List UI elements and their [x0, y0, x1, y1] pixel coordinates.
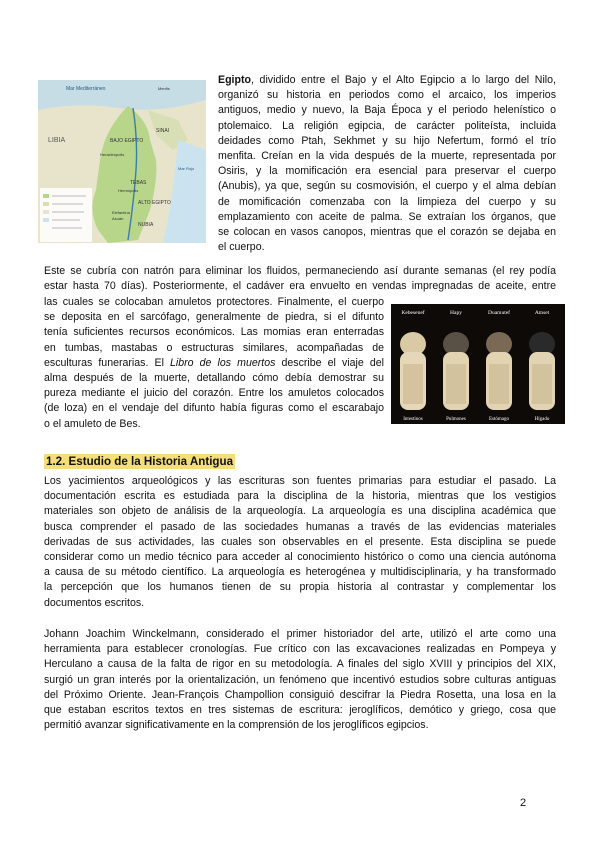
p3-line: alma después de la muerte, detallando cómo debía demostrar su — [44, 372, 384, 385]
p5-line: surgió un gran interés por la orientalización, un fenómeno que incentivó estudios sobre culturas antiguas — [44, 673, 556, 686]
p5-line: permitió avanzar significativamente en la comprensión de los jeroglíficos egipcios. — [44, 719, 429, 732]
jar-organ-estomago: Estómago — [489, 417, 509, 422]
p4-line: documentación escrita es estudiada para la disciplina de la historia, mientras que los vestigios — [44, 490, 556, 503]
p1-line: de momificación comenzaba con la limpieza del cuerpo y su — [218, 195, 556, 208]
jar-organ-higado: Hígado — [534, 417, 550, 422]
page-number: 2 — [520, 797, 527, 809]
map-label-hermopolis: Hermópolis — [118, 188, 139, 193]
p2-line: Este se cubría con natrón para eliminar los fluidos, permaneciendo así durante semanas (el rey podía — [44, 265, 556, 277]
p1-line: deidades como Ptah, Sekhmet y su hijo Nefertum, formó el trío — [218, 134, 556, 147]
map-label-menfis: Menfis — [158, 86, 170, 91]
p1-line: el cuerpo. — [218, 241, 265, 254]
map-label-bajo: BAJO EGIPTO — [110, 138, 144, 144]
p3-line: pureza mediante el juicio del corazón. Entre los amuletos colocados — [44, 387, 384, 400]
p5-line: Johann Joachim Winckelmann, considerado el primer historiador del arte, utilizó el arte como una — [44, 628, 556, 640]
map-label-nubia: NUBIA — [138, 222, 154, 228]
jar-label-amset: Amset — [534, 310, 550, 316]
natron-paragraph — [44, 264, 556, 294]
intro-paragraph — [218, 73, 556, 255]
p3-line: las cuales se colocaban amuletos protectores. Finalmente, el cuerpo — [44, 296, 384, 308]
jar-label-duamutef: Duamutef — [488, 310, 510, 316]
p4-line: considerar como un medio técnico para acceder al conocimiento histórico o como una ciencia autónoma — [44, 551, 556, 564]
p1-line: ptolemaico. La religión egipcia, de carácter politeísta, incluida — [218, 119, 556, 132]
section-heading: 1.2. Estudio de la Historia Antigua — [46, 455, 234, 468]
p4-line: derivadas de sus actividades, las cuales son observables en el presente. Esta disciplina se puede — [44, 535, 556, 548]
p5-line: del Próximo Oriente. Jean-François Champollion consiguió descifrar la Piedra Rosetta, una losa en la — [44, 688, 556, 701]
p5-line: herramienta para establecer cronologías. Fue crítico con las excavaciones realizadas en Pompeya y — [44, 643, 556, 656]
p3-line: en tumbas, mastabas o estructuras similares, acompañadas de — [44, 341, 384, 354]
p2-line: estar hasta 70 días). Posteriormente, el cadáver era envuelto en vendas impregnadas de aceite, entre — [44, 280, 556, 293]
p4-line: a causa de su método científico. La arqueología es heterogénea y multidisciplinaria, y ha transformado — [44, 566, 556, 579]
p1-line: emplazamiento con aceite de palma. Se extraían los órganos, que — [218, 210, 556, 223]
jar-organ-pulmones: Pulmones — [446, 417, 466, 422]
map-label-rojo: Mar Rojo — [178, 166, 195, 171]
p3-line: tenía suficientes recursos económicos. Las momias eran enterradas — [44, 326, 384, 339]
jar-organ-intestinos: Intestinos — [403, 417, 423, 422]
p3-line: o el amuleto de Bes. — [44, 417, 141, 430]
p4-line: la percepción que los humanos tienen de su propia historia al contrastar y complementar los — [44, 581, 556, 594]
winckelmann-paragraph — [44, 627, 556, 733]
p5-line: que estaban escritos textos en tres sistemas de escritura: jeroglíficos, demótico y griego, cosa que — [44, 704, 556, 717]
p1-line: (Anubis), ya que, según su cosmovisión, el cuerpo y el alma debían — [218, 180, 556, 193]
map-label-sea: Mar Mediterráneo — [66, 86, 106, 92]
canopic-jars-image — [391, 304, 565, 424]
p4-line: documentos escritos. — [44, 596, 145, 609]
p4-line: materiales son objeto de análisis de la arqueología. La arqueología es una disciplina académica que — [44, 505, 556, 518]
p1-line: menfita. Creían en la vida después de la muerte, representada por — [218, 150, 556, 163]
p1-line: organizó su historia en periodos como el arcaico, los imperios — [218, 89, 556, 102]
map-label-heracleopolis: Heracleópolis — [100, 152, 125, 157]
jar-label-hapy: Hapy — [450, 310, 462, 316]
jar-label-kebesenef: Kebesenef — [401, 310, 425, 316]
map-label-asuan: Asuán — [112, 216, 124, 221]
p3-line: se deposita en el sarcófago, generalmente de piedra, si el difunto — [44, 311, 384, 324]
p1-line: se colocan en vasos canopos, mientras que el corazón se dejaba en — [218, 226, 556, 239]
map-label-alto: ALTO EGIPTO — [138, 200, 171, 206]
burial-paragraph — [44, 295, 384, 432]
p1-line: antiguos, medio y nuevo, la Baja Época y el periodo helenístico o — [218, 104, 556, 117]
map-label-elefantina: Elefantina — [112, 210, 130, 215]
map-label-tebas: TEBAS — [130, 180, 147, 186]
p5-line: Herculano a causa de la falta de rigor en su metodología. A finales del siglo XVIII y principios del XIX, — [44, 658, 556, 671]
map-label-libia: LIBIA — [48, 137, 66, 144]
egypt-map-figure — [38, 80, 206, 243]
p4-line: Los yacimientos arqueológicos y las escrituras son fuentes primarias para estudiar el pasado. La — [44, 475, 556, 487]
p4-line: busca comprender el pasado de las sociedades humanas a través de las evidencias materiales — [44, 520, 556, 533]
p3-line: (de loza) en el vendaje del difunto había figuras como el escarabajo — [44, 402, 384, 415]
p3-line: esculturas funerarias. El Libro de los muertos describe el viaje del — [44, 356, 384, 369]
map-label-sinai: SINAI — [156, 128, 170, 134]
p1-line: Osiris, y la momificación era esencial para preservar el cuerpo — [218, 165, 556, 178]
p1-line: Egipto, dividido entre el Bajo y el Alto Egipcio a lo largo del Nilo, — [218, 74, 556, 86]
archaeology-paragraph — [44, 474, 556, 611]
